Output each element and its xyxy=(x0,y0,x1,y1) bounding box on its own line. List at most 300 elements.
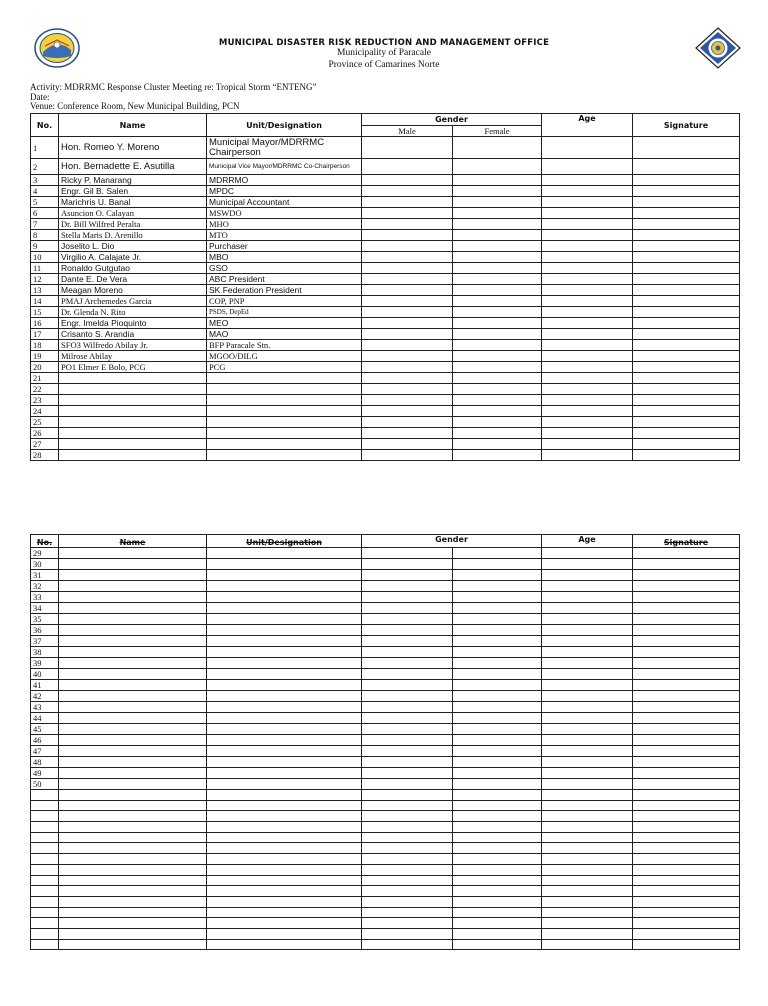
signature-cell[interactable] xyxy=(633,822,740,833)
age-cell[interactable] xyxy=(542,252,633,263)
male-cell[interactable] xyxy=(362,779,453,790)
female-cell[interactable] xyxy=(453,886,542,897)
signature-cell[interactable] xyxy=(633,285,740,296)
age-cell[interactable] xyxy=(542,417,633,428)
age-cell[interactable] xyxy=(542,318,633,329)
age-cell[interactable] xyxy=(542,197,633,208)
female-cell[interactable] xyxy=(453,581,542,592)
female-cell[interactable] xyxy=(453,768,542,779)
attendee-name[interactable] xyxy=(59,875,207,886)
female-cell[interactable] xyxy=(453,559,542,570)
female-cell[interactable] xyxy=(453,790,542,801)
age-cell[interactable] xyxy=(542,625,633,636)
age-cell[interactable] xyxy=(542,395,633,406)
attendee-name[interactable] xyxy=(59,800,207,811)
male-cell[interactable] xyxy=(362,713,453,724)
male-cell[interactable] xyxy=(362,928,453,939)
attendee-name[interactable] xyxy=(59,691,207,702)
attendee-unit[interactable] xyxy=(207,691,362,702)
male-cell[interactable] xyxy=(362,907,453,918)
attendee-unit[interactable] xyxy=(207,768,362,779)
signature-cell[interactable] xyxy=(633,757,740,768)
signature-cell[interactable] xyxy=(633,159,740,175)
male-cell[interactable] xyxy=(362,691,453,702)
male-cell[interactable] xyxy=(362,570,453,581)
male-cell[interactable] xyxy=(362,450,453,461)
attendee-unit[interactable] xyxy=(207,581,362,592)
attendee-name[interactable] xyxy=(59,854,207,865)
male-cell[interactable] xyxy=(362,329,453,340)
female-cell[interactable] xyxy=(453,570,542,581)
age-cell[interactable] xyxy=(542,548,633,559)
age-cell[interactable] xyxy=(542,658,633,669)
signature-cell[interactable] xyxy=(633,811,740,822)
attendee-name[interactable] xyxy=(59,559,207,570)
age-cell[interactable] xyxy=(542,907,633,918)
male-cell[interactable] xyxy=(362,811,453,822)
age-cell[interactable] xyxy=(542,790,633,801)
male-cell[interactable] xyxy=(362,406,453,417)
attendee-unit[interactable] xyxy=(207,702,362,713)
male-cell[interactable] xyxy=(362,854,453,865)
male-cell[interactable] xyxy=(362,832,453,843)
male-cell[interactable] xyxy=(362,680,453,691)
signature-cell[interactable] xyxy=(633,208,740,219)
attendee-unit[interactable] xyxy=(207,735,362,746)
attendee-name[interactable] xyxy=(59,735,207,746)
attendee-name[interactable] xyxy=(59,746,207,757)
age-cell[interactable] xyxy=(542,768,633,779)
female-cell[interactable] xyxy=(453,340,542,351)
attendee-name[interactable] xyxy=(59,790,207,801)
male-cell[interactable] xyxy=(362,439,453,450)
male-cell[interactable] xyxy=(362,186,453,197)
attendee-name[interactable] xyxy=(59,843,207,854)
attendee-unit[interactable] xyxy=(207,548,362,559)
male-cell[interactable] xyxy=(362,137,453,159)
age-cell[interactable] xyxy=(542,159,633,175)
female-cell[interactable] xyxy=(453,822,542,833)
age-cell[interactable] xyxy=(542,450,633,461)
signature-cell[interactable] xyxy=(633,263,740,274)
attendee-name[interactable] xyxy=(59,757,207,768)
signature-cell[interactable] xyxy=(633,373,740,384)
female-cell[interactable] xyxy=(453,417,542,428)
signature-cell[interactable] xyxy=(633,669,740,680)
age-cell[interactable] xyxy=(542,779,633,790)
attendee-name[interactable] xyxy=(59,625,207,636)
attendee-name[interactable] xyxy=(59,896,207,907)
signature-cell[interactable] xyxy=(633,186,740,197)
female-cell[interactable] xyxy=(453,592,542,603)
signature-cell[interactable] xyxy=(633,843,740,854)
attendee-unit[interactable] xyxy=(207,603,362,614)
age-cell[interactable] xyxy=(542,864,633,875)
female-cell[interactable] xyxy=(453,636,542,647)
attendee-unit[interactable] xyxy=(207,636,362,647)
age-cell[interactable] xyxy=(542,647,633,658)
female-cell[interactable] xyxy=(453,241,542,252)
signature-cell[interactable] xyxy=(633,137,740,159)
attendee-unit[interactable] xyxy=(207,832,362,843)
female-cell[interactable] xyxy=(453,175,542,186)
female-cell[interactable] xyxy=(453,713,542,724)
signature-cell[interactable] xyxy=(633,395,740,406)
male-cell[interactable] xyxy=(362,263,453,274)
signature-cell[interactable] xyxy=(633,768,740,779)
attendee-unit[interactable] xyxy=(207,928,362,939)
signature-cell[interactable] xyxy=(633,417,740,428)
signature-cell[interactable] xyxy=(633,800,740,811)
age-cell[interactable] xyxy=(542,428,633,439)
attendee-unit[interactable] xyxy=(207,724,362,735)
age-cell[interactable] xyxy=(542,230,633,241)
age-cell[interactable] xyxy=(542,746,633,757)
age-cell[interactable] xyxy=(542,219,633,230)
signature-cell[interactable] xyxy=(633,230,740,241)
attendee-name[interactable] xyxy=(59,592,207,603)
attendee-name[interactable] xyxy=(59,669,207,680)
age-cell[interactable] xyxy=(542,384,633,395)
male-cell[interactable] xyxy=(362,757,453,768)
signature-cell[interactable] xyxy=(633,907,740,918)
signature-cell[interactable] xyxy=(633,329,740,340)
male-cell[interactable] xyxy=(362,746,453,757)
age-cell[interactable] xyxy=(542,636,633,647)
age-cell[interactable] xyxy=(542,854,633,865)
female-cell[interactable] xyxy=(453,263,542,274)
male-cell[interactable] xyxy=(362,864,453,875)
signature-cell[interactable] xyxy=(633,647,740,658)
male-cell[interactable] xyxy=(362,592,453,603)
age-cell[interactable] xyxy=(542,175,633,186)
signature-cell[interactable] xyxy=(633,351,740,362)
age-cell[interactable] xyxy=(542,713,633,724)
attendee-unit[interactable] xyxy=(207,939,362,950)
male-cell[interactable] xyxy=(362,559,453,570)
age-cell[interactable] xyxy=(542,822,633,833)
age-cell[interactable] xyxy=(542,581,633,592)
age-cell[interactable] xyxy=(542,928,633,939)
male-cell[interactable] xyxy=(362,636,453,647)
attendee-name[interactable] xyxy=(59,768,207,779)
male-cell[interactable] xyxy=(362,241,453,252)
female-cell[interactable] xyxy=(453,439,542,450)
attendee-unit[interactable] xyxy=(207,559,362,570)
female-cell[interactable] xyxy=(453,680,542,691)
signature-cell[interactable] xyxy=(633,219,740,230)
signature-cell[interactable] xyxy=(633,559,740,570)
age-cell[interactable] xyxy=(542,340,633,351)
signature-cell[interactable] xyxy=(633,886,740,897)
female-cell[interactable] xyxy=(453,918,542,929)
age-cell[interactable] xyxy=(542,669,633,680)
age-cell[interactable] xyxy=(542,832,633,843)
male-cell[interactable] xyxy=(362,219,453,230)
signature-cell[interactable] xyxy=(633,614,740,625)
attendee-name[interactable] xyxy=(59,822,207,833)
signature-cell[interactable] xyxy=(633,384,740,395)
female-cell[interactable] xyxy=(453,779,542,790)
male-cell[interactable] xyxy=(362,875,453,886)
attendee-unit[interactable] xyxy=(207,570,362,581)
attendee-unit[interactable] xyxy=(207,680,362,691)
male-cell[interactable] xyxy=(362,197,453,208)
male-cell[interactable] xyxy=(362,647,453,658)
female-cell[interactable] xyxy=(453,907,542,918)
female-cell[interactable] xyxy=(453,811,542,822)
female-cell[interactable] xyxy=(453,625,542,636)
male-cell[interactable] xyxy=(362,175,453,186)
male-cell[interactable] xyxy=(362,340,453,351)
female-cell[interactable] xyxy=(453,875,542,886)
attendee-name[interactable] xyxy=(59,581,207,592)
attendee-name[interactable] xyxy=(59,702,207,713)
attendee-unit[interactable] xyxy=(207,625,362,636)
female-cell[interactable] xyxy=(453,939,542,950)
attendee-name[interactable] xyxy=(59,680,207,691)
attendee-unit[interactable] xyxy=(207,886,362,897)
signature-cell[interactable] xyxy=(633,296,740,307)
signature-cell[interactable] xyxy=(633,252,740,263)
attendee-unit[interactable] xyxy=(207,918,362,929)
signature-cell[interactable] xyxy=(633,570,740,581)
signature-cell[interactable] xyxy=(633,691,740,702)
signature-cell[interactable] xyxy=(633,625,740,636)
female-cell[interactable] xyxy=(453,208,542,219)
signature-cell[interactable] xyxy=(633,603,740,614)
female-cell[interactable] xyxy=(453,318,542,329)
signature-cell[interactable] xyxy=(633,713,740,724)
female-cell[interactable] xyxy=(453,735,542,746)
female-cell[interactable] xyxy=(453,669,542,680)
female-cell[interactable] xyxy=(453,296,542,307)
age-cell[interactable] xyxy=(542,939,633,950)
female-cell[interactable] xyxy=(453,843,542,854)
attendee-unit[interactable] xyxy=(207,811,362,822)
attendee-unit[interactable] xyxy=(207,843,362,854)
male-cell[interactable] xyxy=(362,318,453,329)
male-cell[interactable] xyxy=(362,603,453,614)
age-cell[interactable] xyxy=(542,285,633,296)
female-cell[interactable] xyxy=(453,724,542,735)
female-cell[interactable] xyxy=(453,406,542,417)
attendee-unit[interactable] xyxy=(207,907,362,918)
age-cell[interactable] xyxy=(542,603,633,614)
signature-cell[interactable] xyxy=(633,548,740,559)
attendee-unit[interactable] xyxy=(207,779,362,790)
signature-cell[interactable] xyxy=(633,658,740,669)
age-cell[interactable] xyxy=(542,186,633,197)
male-cell[interactable] xyxy=(362,702,453,713)
attendee-name[interactable] xyxy=(59,647,207,658)
male-cell[interactable] xyxy=(362,886,453,897)
female-cell[interactable] xyxy=(453,373,542,384)
attendee-name[interactable] xyxy=(59,603,207,614)
signature-cell[interactable] xyxy=(633,406,740,417)
age-cell[interactable] xyxy=(542,896,633,907)
female-cell[interactable] xyxy=(453,658,542,669)
female-cell[interactable] xyxy=(453,854,542,865)
age-cell[interactable] xyxy=(542,137,633,159)
attendee-unit[interactable] xyxy=(207,713,362,724)
attendee-unit[interactable] xyxy=(207,822,362,833)
attendee-name[interactable] xyxy=(59,918,207,929)
signature-cell[interactable] xyxy=(633,939,740,950)
male-cell[interactable] xyxy=(362,252,453,263)
male-cell[interactable] xyxy=(362,208,453,219)
female-cell[interactable] xyxy=(453,548,542,559)
female-cell[interactable] xyxy=(453,274,542,285)
age-cell[interactable] xyxy=(542,886,633,897)
female-cell[interactable] xyxy=(453,137,542,159)
attendee-name[interactable] xyxy=(59,886,207,897)
signature-cell[interactable] xyxy=(633,592,740,603)
signature-cell[interactable] xyxy=(633,854,740,865)
attendee-unit[interactable] xyxy=(207,757,362,768)
age-cell[interactable] xyxy=(542,843,633,854)
female-cell[interactable] xyxy=(453,197,542,208)
age-cell[interactable] xyxy=(542,559,633,570)
signature-cell[interactable] xyxy=(633,832,740,843)
age-cell[interactable] xyxy=(542,329,633,340)
female-cell[interactable] xyxy=(453,702,542,713)
signature-cell[interactable] xyxy=(633,702,740,713)
male-cell[interactable] xyxy=(362,724,453,735)
signature-cell[interactable] xyxy=(633,680,740,691)
signature-cell[interactable] xyxy=(633,197,740,208)
attendee-unit[interactable] xyxy=(207,669,362,680)
signature-cell[interactable] xyxy=(633,636,740,647)
attendee-name[interactable] xyxy=(59,658,207,669)
signature-cell[interactable] xyxy=(633,724,740,735)
signature-cell[interactable] xyxy=(633,340,740,351)
signature-cell[interactable] xyxy=(633,362,740,373)
attendee-name[interactable] xyxy=(59,907,207,918)
male-cell[interactable] xyxy=(362,373,453,384)
signature-cell[interactable] xyxy=(633,241,740,252)
attendee-name[interactable] xyxy=(59,724,207,735)
attendee-unit[interactable] xyxy=(207,800,362,811)
age-cell[interactable] xyxy=(542,592,633,603)
female-cell[interactable] xyxy=(453,647,542,658)
age-cell[interactable] xyxy=(542,570,633,581)
signature-cell[interactable] xyxy=(633,864,740,875)
attendee-unit[interactable] xyxy=(207,658,362,669)
age-cell[interactable] xyxy=(542,724,633,735)
female-cell[interactable] xyxy=(453,428,542,439)
age-cell[interactable] xyxy=(542,875,633,886)
female-cell[interactable] xyxy=(453,395,542,406)
male-cell[interactable] xyxy=(362,822,453,833)
male-cell[interactable] xyxy=(362,417,453,428)
signature-cell[interactable] xyxy=(633,928,740,939)
male-cell[interactable] xyxy=(362,230,453,241)
attendee-unit[interactable] xyxy=(207,854,362,865)
age-cell[interactable] xyxy=(542,614,633,625)
signature-cell[interactable] xyxy=(633,746,740,757)
signature-cell[interactable] xyxy=(633,274,740,285)
attendee-name[interactable] xyxy=(59,636,207,647)
signature-cell[interactable] xyxy=(633,875,740,886)
age-cell[interactable] xyxy=(542,406,633,417)
age-cell[interactable] xyxy=(542,274,633,285)
female-cell[interactable] xyxy=(453,928,542,939)
male-cell[interactable] xyxy=(362,614,453,625)
attendee-unit[interactable] xyxy=(207,614,362,625)
signature-cell[interactable] xyxy=(633,896,740,907)
male-cell[interactable] xyxy=(362,800,453,811)
male-cell[interactable] xyxy=(362,548,453,559)
age-cell[interactable] xyxy=(542,439,633,450)
male-cell[interactable] xyxy=(362,768,453,779)
female-cell[interactable] xyxy=(453,832,542,843)
female-cell[interactable] xyxy=(453,691,542,702)
age-cell[interactable] xyxy=(542,362,633,373)
male-cell[interactable] xyxy=(362,307,453,318)
age-cell[interactable] xyxy=(542,373,633,384)
attendee-unit[interactable] xyxy=(207,647,362,658)
attendee-name[interactable] xyxy=(59,614,207,625)
male-cell[interactable] xyxy=(362,159,453,175)
signature-cell[interactable] xyxy=(633,735,740,746)
female-cell[interactable] xyxy=(453,896,542,907)
female-cell[interactable] xyxy=(453,362,542,373)
signature-cell[interactable] xyxy=(633,790,740,801)
age-cell[interactable] xyxy=(542,241,633,252)
female-cell[interactable] xyxy=(453,450,542,461)
signature-cell[interactable] xyxy=(633,175,740,186)
male-cell[interactable] xyxy=(362,296,453,307)
male-cell[interactable] xyxy=(362,896,453,907)
age-cell[interactable] xyxy=(542,680,633,691)
female-cell[interactable] xyxy=(453,746,542,757)
male-cell[interactable] xyxy=(362,669,453,680)
male-cell[interactable] xyxy=(362,395,453,406)
male-cell[interactable] xyxy=(362,843,453,854)
male-cell[interactable] xyxy=(362,384,453,395)
age-cell[interactable] xyxy=(542,307,633,318)
male-cell[interactable] xyxy=(362,790,453,801)
attendee-name[interactable] xyxy=(59,779,207,790)
female-cell[interactable] xyxy=(453,329,542,340)
attendee-name[interactable] xyxy=(59,864,207,875)
female-cell[interactable] xyxy=(453,864,542,875)
male-cell[interactable] xyxy=(362,285,453,296)
male-cell[interactable] xyxy=(362,939,453,950)
female-cell[interactable] xyxy=(453,159,542,175)
age-cell[interactable] xyxy=(542,263,633,274)
attendee-name[interactable] xyxy=(59,928,207,939)
signature-cell[interactable] xyxy=(633,779,740,790)
signature-cell[interactable] xyxy=(633,918,740,929)
age-cell[interactable] xyxy=(542,296,633,307)
female-cell[interactable] xyxy=(453,230,542,241)
signature-cell[interactable] xyxy=(633,439,740,450)
age-cell[interactable] xyxy=(542,757,633,768)
signature-cell[interactable] xyxy=(633,581,740,592)
female-cell[interactable] xyxy=(453,757,542,768)
male-cell[interactable] xyxy=(362,428,453,439)
age-cell[interactable] xyxy=(542,735,633,746)
female-cell[interactable] xyxy=(453,307,542,318)
female-cell[interactable] xyxy=(453,351,542,362)
male-cell[interactable] xyxy=(362,658,453,669)
female-cell[interactable] xyxy=(453,219,542,230)
age-cell[interactable] xyxy=(542,702,633,713)
signature-cell[interactable] xyxy=(633,428,740,439)
female-cell[interactable] xyxy=(453,603,542,614)
